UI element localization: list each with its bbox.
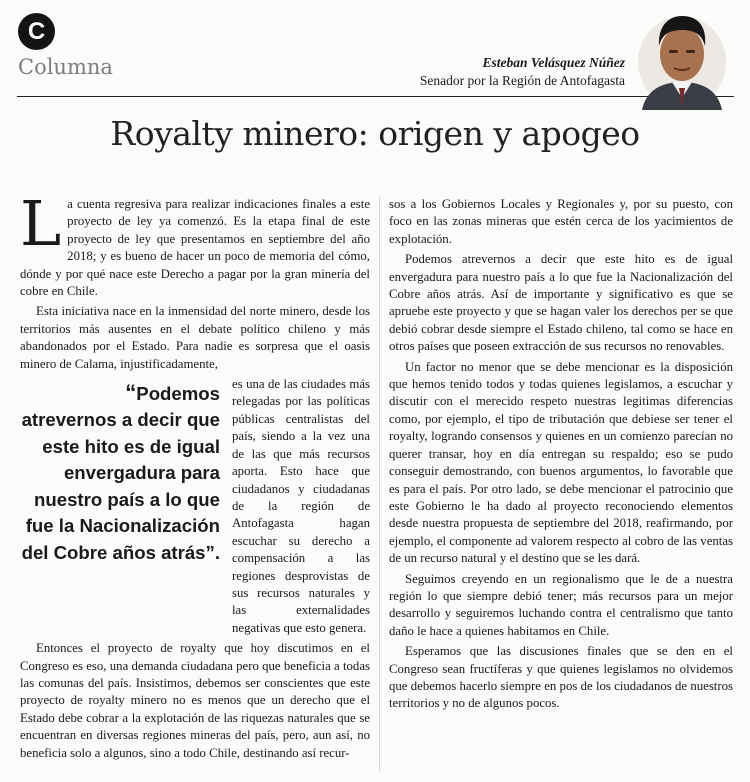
drop-cap: L [20,187,62,260]
author-role: Senador por la Región de Antofagasta [419,73,625,88]
paragraph: sos a los Gobiernos Locales y Regionales y, por su puesto, con foco en las zonas mineras que estén cerca de los yacimientos de explotación. [389,197,733,246]
article-title: Royalty minero: origen y apogeo [110,114,640,153]
column-badge: C [18,13,55,50]
paragraph: Podemos atrevernos a decir que este hito es de igual envergadura para nuestro país a lo que fue la Nacionalización del Cobre años atrás. Así de importante y significativo es que se apruebe este proyecto y que se hagan valer los derechos per se que debió cobrar desde siempre el Estado chileno, tal como se hace en otros países que poseen extracción de sus recursos no renovables. [389,252,733,354]
pull-quote-text: “Podemos atrevernos a decir que este hito es de igual envergadura para nuestro país a lo que fue la Nacionalización del Cobre años atrás”. [21,380,220,563]
author-portrait [636,10,728,110]
article-column-1 [20,187,370,765]
paragraph: La cuenta regresiva para realizar indicaciones finales a este proyecto de ley ya comenzó. Es la etapa final de este proyecto de ley que presentamos en septiembre del año 2018; y es bueno de hacer un poco de memoria del cómo, dónde y por qué nace este Derecho a pagar por la gran minería del cobre en Chile. [20,187,370,299]
author-name: Esteban Velásquez Núñez [482,55,625,70]
pull-quote [20,380,220,618]
author-block [420,54,625,90]
section-label: Columna [18,55,113,79]
paragraph: es una de las ciudades más relegadas por las políticas públicas centralistas del país, siendo a la vez una de las que más recursos aporta. Esto hace que ciudadanos y ciudadanas de la región de Antofagasta hagan escuchar su derecho a compensación a las regiones desprovistas de sus recursos naturales y las externalidades negativas que esto genera. [232,377,370,635]
paragraph: Un factor no menor que se debe mencionar es la disposición que hemos tenido todos y todas quienes legislamos, a escuchar y discutir con el merecido respeto nuestras legitimas diferencias como, por ejemplo, el tipo de tributación que debiese ser tener el royalty, logrando consensos y quienes en un comienzo parecían no querer transar, hoy en día entregan su respaldo; eso se pudo conseguir demostrando, con buenos argumentos, lo favorable que es para el país. Por otro lado, se debe mencionar el patrocinio que este Gobierno le ha dado al proyecto reconociendo elementos desde nuestra propuesta de septiembre del 2018, reafirmando, por ejemplo, el componente ad valorem respecto al cobro de las ventas de un recurso natural y el destino que se les dará. [389,359,733,566]
article-column-2 [389,196,733,716]
paragraph: Entonces el proyecto de royalty que hoy discutimos en el Congreso es eso, una demanda ciudadana pero que beneficia a todas las comunas del país. Insistimos, debemos ser conscientes que este proyecto de royalty minero no es menos que un derecho que el Estado debe cobrar a la explotación de las riquezas naturales que se encuentran en diversas regiones mineras del país, pero, aun así, no beneficia solo a algunos, sino a todo Chile, destinando así recur- [20,641,370,760]
paragraph: Esta iniciativa nace en la inmensidad del norte minero, desde los territorios más ausentes en el debate político chileno y más abandonados por el Estado. Para nadie es sorpresa que el oasis minero de Calama, injustificadamente, [20,304,370,371]
paragraph: Esperamos que las discusiones finales que se den en el Congreso sean fructíferas y que quienes legislamos no olvidemos que debemos hacerlo siempre en pos de los ciudadanos de nuestros territorios y no de algunos pocos. [389,644,733,711]
column-divider [379,196,380,772]
paragraph: Seguimos creyendo en un regionalismo que le de a nuestra región lo que siempre debió tener; más recursos para un mejor desarrollo y seguiremos luchando contra el centralismo que tanto daño le hace a quienes habitamos en Chile. [389,571,733,638]
header-rule [17,96,734,97]
